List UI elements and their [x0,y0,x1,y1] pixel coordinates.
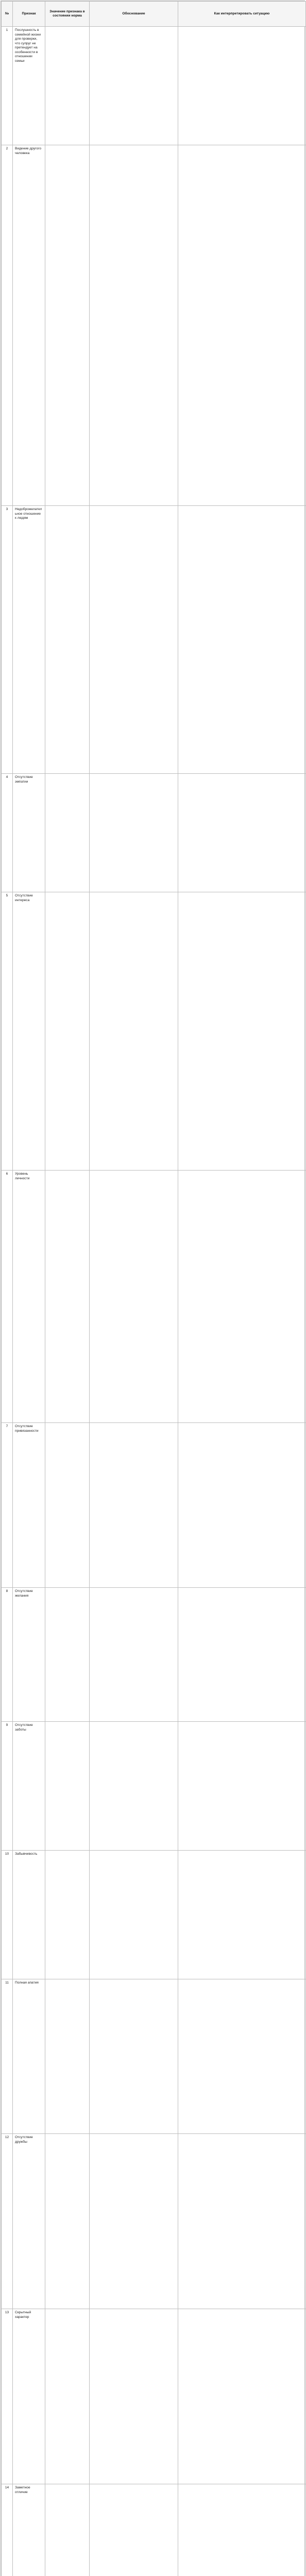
row-sign: Скрытный характер [13,2309,45,2484]
table-row [2,1588,306,1722]
row-norm [45,774,90,892]
row-interpretation [178,1722,306,1851]
row-number: 3 [2,506,13,774]
row-norm [45,506,90,774]
row-interpretation [178,506,306,774]
row-sign: Недоброжелательное отношение к людям [13,506,45,774]
row-reason [90,2484,178,2576]
row-reason [90,1851,178,1979]
row-reason [90,1588,178,1722]
table-row [2,1171,306,1423]
row-reason [90,1722,178,1851]
row-interpretation [178,774,306,892]
row-interpretation [178,2484,306,2576]
table-row [2,2134,306,2309]
row-norm [45,145,90,506]
row-norm [45,1171,90,1423]
row-sign: Видение другого человека [13,145,45,506]
row-sign: Отсутствие желания [13,1588,45,1722]
row-sign: Отсутствие заботы [13,1722,45,1851]
table-row [2,1851,306,1979]
row-sign: Забывчивость [13,1851,45,1979]
column-header-norm: Значение признака в состоянии норма [45,2,90,27]
row-norm [45,27,90,145]
row-number: 5 [2,892,13,1171]
row-interpretation [178,2309,306,2484]
row-number: 1 [2,27,13,145]
row-number: 14 [2,2484,13,2576]
row-reason [90,774,178,892]
row-number: 7 [2,1423,13,1588]
column-header-interpretation: Как интерпретировать ситуацию [178,2,306,27]
row-sign: Уровень личности [13,1171,45,1423]
row-number: 4 [2,774,13,892]
column-header-sign: Признак [13,2,45,27]
row-number: 6 [2,1171,13,1423]
signs-table [1,1,306,2576]
table-row [2,27,306,145]
row-interpretation [178,1423,306,1588]
row-reason [90,145,178,506]
row-reason [90,2134,178,2309]
row-reason [90,1171,178,1423]
table-header-row [2,2,306,27]
table-row [2,2484,306,2576]
column-header-reason: Обоснование [90,2,178,27]
row-norm [45,892,90,1171]
table-row [2,1423,306,1588]
row-reason [90,892,178,1171]
row-number: 12 [2,2134,13,2309]
row-sign: Заметное отличие [13,2484,45,2576]
row-norm [45,2134,90,2309]
row-reason [90,1979,178,2134]
row-interpretation [178,27,306,145]
table-row [2,506,306,774]
row-sign: Отсутствие дружбы [13,2134,45,2309]
table-row [2,145,306,506]
row-number: 9 [2,1722,13,1851]
row-sign: Полная апатия [13,1979,45,2134]
row-number: 11 [2,1979,13,2134]
table-row [2,2309,306,2484]
row-sign: Отсутствие привязанности [13,1423,45,1588]
row-interpretation [178,1171,306,1423]
row-interpretation [178,892,306,1171]
table-row [2,774,306,892]
row-norm [45,1979,90,2134]
row-number: 13 [2,2309,13,2484]
row-interpretation [178,1979,306,2134]
row-interpretation [178,1851,306,1979]
row-norm [45,2309,90,2484]
row-number: 8 [2,1588,13,1722]
row-number: 2 [2,145,13,506]
row-interpretation [178,1588,306,1722]
row-number: 10 [2,1851,13,1979]
row-norm [45,1851,90,1979]
row-sign: Послушность в семейной жизни для проверки, что супруг не претендует на особенности в отношении семьи [13,27,45,145]
row-reason [90,2309,178,2484]
table-row [2,892,306,1171]
row-norm [45,1588,90,1722]
row-norm [45,2484,90,2576]
row-sign: Отсутствие эмпатии [13,774,45,892]
row-reason [90,506,178,774]
document-sheet [1,1,305,2576]
table-row [2,1979,306,2134]
row-reason [90,27,178,145]
row-norm [45,1423,90,1588]
row-sign: Отсутствие интереса [13,892,45,1171]
row-reason [90,1423,178,1588]
row-interpretation [178,145,306,506]
row-interpretation [178,2134,306,2309]
row-norm [45,1722,90,1851]
table-row [2,1722,306,1851]
column-header-num: № [2,2,13,27]
